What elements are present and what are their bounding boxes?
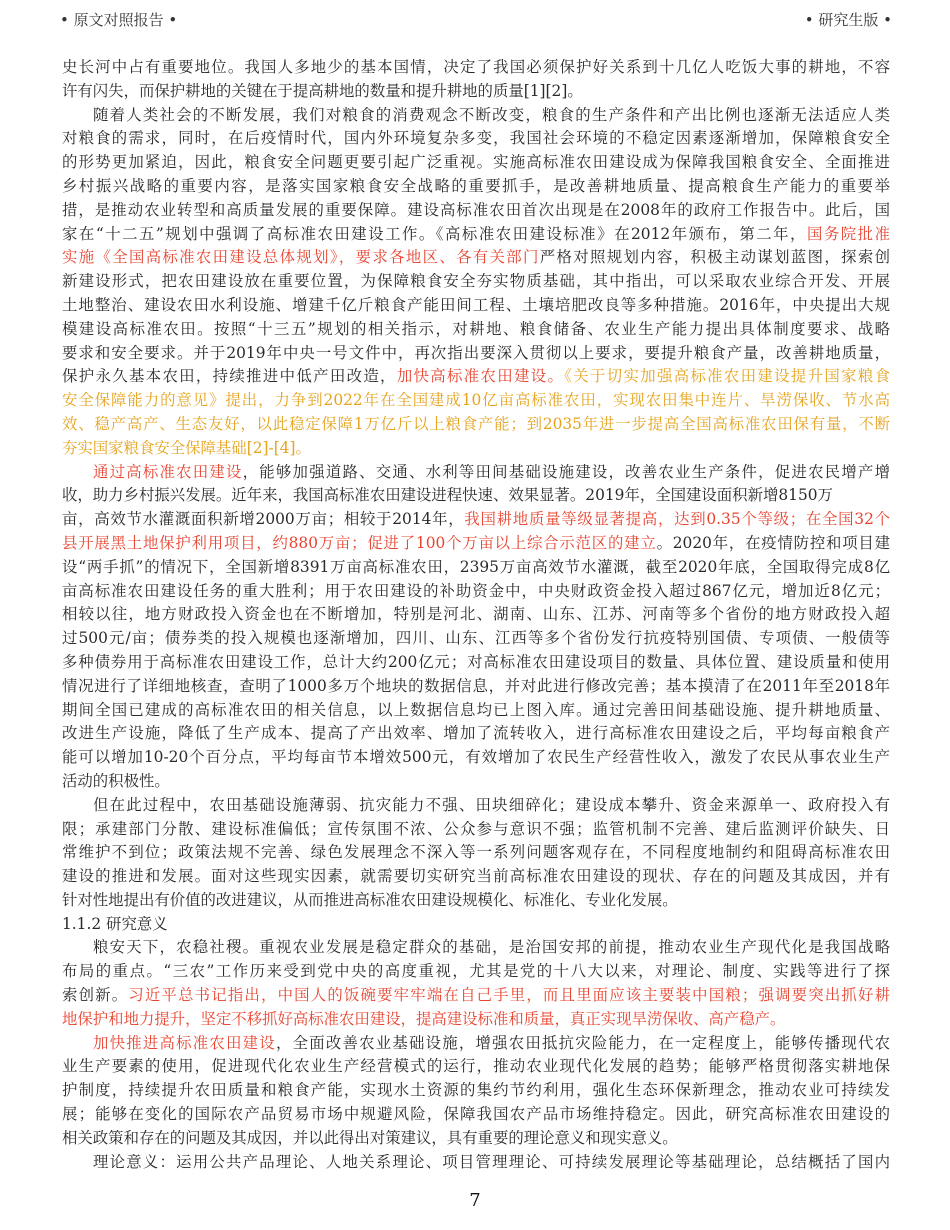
text-segment: 的形势更加紧迫，因此，粮食安全问题更要引起广泛重视。实施高标准农田建设成为保障我国粮食安全、全面推进 xyxy=(62,153,890,172)
highlighted-text: 加快推进高标准农田建设 xyxy=(93,1033,276,1052)
text-line xyxy=(62,223,890,247)
text-line xyxy=(62,818,890,842)
text-segment: 护制度，持续提升农田质量和粮食产能，实现水土资源的集约节约利用，强化生态环保新理念，推动农业可持续发 xyxy=(62,1081,890,1100)
text-line xyxy=(62,651,890,675)
text-line xyxy=(62,794,890,818)
text-line xyxy=(62,127,890,151)
text-line xyxy=(62,984,890,1008)
highlighted-text: 通过高标准农田建设 xyxy=(93,462,243,481)
text-line xyxy=(62,437,890,461)
text-segment: 索创新。 xyxy=(62,986,129,1005)
text-segment: 史长河中占有重要地位。我国人多地少的基本国情，决定了我国必须保护好关系到十几亿人吃饭大事的耕地，不容 xyxy=(62,58,890,76)
header-left-label: • 原文对照报告 • xyxy=(60,11,178,29)
highlighted-text: 夯实国家粮食安全保障基础[2]-[4]。 xyxy=(62,438,311,457)
text-segment: 对粮食的需求，同时，在后疫情时代，国内外环境复杂多变，我国社会环境的不稳定因素逐渐增加，保障粮食安全 xyxy=(62,129,890,148)
text-segment: 收，助力乡村振兴发展。近年来，我国高标准农田建设进程快速、效果显著。2019年，全国建设面积新增8150万 xyxy=(62,486,833,505)
text-line xyxy=(62,580,890,604)
text-line xyxy=(62,1055,890,1079)
page-number: 7 xyxy=(469,1190,481,1211)
text-line xyxy=(62,1032,890,1056)
text-segment: 活动的积极性。 xyxy=(62,771,170,790)
text-segment: 布局的重点。“三农”工作历来受到党中央的高度重视，尤其是党的十八大以来，对理论、制度、实践等进行了探 xyxy=(62,962,890,981)
text-line xyxy=(62,675,890,699)
text-line xyxy=(62,461,890,485)
text-line xyxy=(62,342,890,366)
text-segment: 许有闪失，而保护耕地的关键在于提高耕地的数量和提升耕地的质量[1][2]。 xyxy=(62,81,583,100)
highlighted-text: 我国耕地质量等级显著提高，达到0.35个等级；在全国32个 xyxy=(464,510,890,529)
text-segment: ，能够加强道路、交通、水利等田间基础设施建设，改善农业生产条件，促进农民增产增 xyxy=(242,462,890,481)
text-line xyxy=(62,699,890,723)
text-line xyxy=(62,104,890,128)
text-segment: 限；承建部门分散、建设标准偏低；宣传氛围不浓、公众参与意识不强；监管机制不完善、建后监测评价缺失、日 xyxy=(62,819,890,838)
text-segment: 措，是推动农业转型和高质量发展的重要保障。建设高标准农田首次出现是在2008年的政府工作报告中。此后，国 xyxy=(62,200,890,219)
text-line xyxy=(62,1151,890,1175)
text-segment: 严格对照规划内容，积极主动谋划蓝图，探索创 xyxy=(539,248,890,267)
text-line xyxy=(62,270,890,294)
text-segment: 新建设形式，把农田建设放在重要位置，为保障粮食安全夯实物质基础，其中指出，可以采取农业综合开发、开展 xyxy=(62,272,890,291)
highlighted-text: 《关于切实加强高标准农田建设提升国家粮食 xyxy=(564,367,890,386)
text-segment: 随着人类社会的不断发展，我们对粮食的消费观念不断改变，粮食的生产条件和产出比例也逐渐无法适应人类 xyxy=(93,105,890,124)
text-line xyxy=(62,365,890,389)
text-line xyxy=(62,318,890,342)
highlighted-text: 效、稳产高产、生态友好，以此稳定保障1万亿斤以上粮食产能；到2035年进一步提高全国高标准农田保有量，不断 xyxy=(62,414,890,433)
text-line xyxy=(62,841,890,865)
text-line xyxy=(62,1103,890,1127)
text-line xyxy=(62,865,890,889)
text-line xyxy=(62,627,890,651)
document-body xyxy=(62,56,890,1174)
text-segment: 。2020年，在疫情防控和项目建 xyxy=(656,533,890,552)
section-heading xyxy=(62,913,890,937)
text-segment: 能可以增加10-20个百分点，平均每亩节本增效500元，有效增加了农民生产经营性收入，激发了农民从事农业生产 xyxy=(62,748,890,767)
text-segment: 但在此过程中，农田基础设施薄弱、抗灾能力不强、田块细碎化；建设成本攀升、资金来源单一、政府投入有 xyxy=(93,795,890,814)
text-segment: 改进生产设施，降低了生产成本、提高了产出效率、增加了流转收入，进行高标准农田建设之后，平均每亩粮食产 xyxy=(62,724,890,743)
text-line xyxy=(62,603,890,627)
text-line xyxy=(62,889,890,913)
highlighted-text: 加快高标准农田建设。 xyxy=(396,367,565,386)
text-line xyxy=(62,484,890,508)
text-segment: 家在“十二五”规划中强调了高标准农田建设工作。《高标准农田建设标准》在2012年颁布，第二年， xyxy=(62,224,807,243)
text-line xyxy=(62,1127,890,1151)
text-line xyxy=(62,199,890,223)
text-segment: 模建设高标准农田。按照“十三五”规划的相关指示，对耕地、粮食储备、农业生产能力提出具体制度要求、战略 xyxy=(62,319,890,338)
highlighted-text: 实施《全国高标准农田建设总体规划》，要求各地区、各有关部门 xyxy=(62,248,540,267)
text-segment: 展；能够在变化的国际农产品贸易市场中规避风险，保障我国农产品市场维持稳定。因此，研究高标准农田建设的 xyxy=(62,1105,890,1124)
text-line xyxy=(62,960,890,984)
text-segment: 期间全国已建成的高标准农田的相关信息，以上数据信息均已上图入库。通过完善田间基础设施、提升耕地质量、 xyxy=(62,700,890,719)
text-segment: 常维护不到位；政策法规不完善、绿色发展理念不深入等一系列问题客观存在，不同程度地制约和阻碍高标准农田 xyxy=(62,843,890,862)
text-line xyxy=(62,175,890,199)
text-line xyxy=(62,936,890,960)
text-segment: 针对性地提出有价值的改进建议，从而推进高标准农田建设规模化、标准化、专业化发展。 xyxy=(62,890,678,909)
text-line xyxy=(62,246,890,270)
text-segment: 乡村振兴战略的重要内容，是落实国家粮食安全战略的重要抓手，是改善耕地质量、提高粮食生产能力的重要举 xyxy=(62,176,890,195)
text-line xyxy=(62,151,890,175)
text-line xyxy=(62,746,890,770)
text-line xyxy=(62,389,890,413)
highlighted-text: 安全保障能力的意见》提出，力争到2022年在全国建成10亿亩高标准农田，实现农田集中连片、旱涝保收、节水高 xyxy=(62,391,890,410)
highlighted-text: 习近平总书记指出，中国人的饭碗要牢牢端在自己手里，而且里面应该主要装中国粮；强调要突出抓好耕 xyxy=(128,986,890,1005)
text-segment: 1.1.2 研究意义 xyxy=(62,914,168,933)
text-line xyxy=(62,722,890,746)
highlighted-text: 国务院批准 xyxy=(806,224,890,243)
text-line xyxy=(62,1079,890,1103)
text-segment: 亩高标准农田建设任务的重大胜利；用于农田建设的补助资金中，中央财政资金投入超过867亿元，增加近8亿元； xyxy=(62,581,890,600)
text-line xyxy=(62,413,890,437)
text-segment: 相关政策和存在的问题及其成因，并以此得出对策建议，具有重要的理论意义和现实意义。 xyxy=(62,1128,678,1147)
text-segment: 建设的推进和发展。面对这些现实因素，就需要切实研究当前高标准农田建设的现状、存在的问题及其成因，并有 xyxy=(62,867,890,886)
text-line xyxy=(62,80,890,104)
text-segment: 情况进行了详细地核查，查明了1000多万个地块的数据信息，并对此进行修改完善；基本摸清了在2011年至2018年 xyxy=(62,676,890,695)
text-segment: 过500元/亩；债券类的投入规模也逐渐增加，四川、山东、江西等多个省份发行抗疫特别国债、专项债、一般债等 xyxy=(62,629,890,648)
text-line xyxy=(62,532,890,556)
text-segment: 设“两手抓”的情况下，全国新增8391万亩高标准农田，2395万亩高效节水灌溉，截至2020年底，全国取得完成8亿 xyxy=(62,557,890,576)
text-segment: ，全面改善农业基础设施，增强农田抵抗灾险能力，在一定程度上，能够传播现代农 xyxy=(275,1033,890,1052)
text-line xyxy=(62,294,890,318)
text-line xyxy=(62,508,890,532)
text-segment: 相较以往，地方财政投入资金也在不断增加，特别是河北、湖南、山东、江苏、河南等多个省份的地方财政投入超 xyxy=(62,605,890,624)
text-segment: 要求和安全要求。并于2019年中央一号文件中，再次指出要深入贯彻以上要求，要提升粮食产量，改善耕地质量， xyxy=(62,343,890,362)
text-line xyxy=(62,556,890,580)
text-segment: 亩，高效节水灌溉面积新增2000万亩；相较于2014年， xyxy=(62,510,465,529)
text-line xyxy=(62,56,890,80)
header-right-label: • 研究生版 • xyxy=(804,11,892,29)
highlighted-text: 地保护和地力提升，坚定不移抓好高标准农田建设，提高建设标准和质量，真正实现旱涝保收、高产稳产。 xyxy=(62,1009,786,1028)
text-segment: 土地整治、建设农田水利设施、增建千亿斤粮食产能田间工程、土壤培肥改良等多种措施。2016年，中央提出大规 xyxy=(62,295,890,314)
text-segment: 业生产要素的使用，促进现代化农业生产经营模式的运行，推动农业现代化发展的趋势；能够严格贯彻落实耕地保 xyxy=(62,1057,890,1076)
text-segment: 理论意义：运用公共产品理论、人地关系理论、项目管理理论、可持续发展理论等基础理论，总结概括了国内 xyxy=(93,1152,890,1171)
text-segment: 粮安天下，农稳社稷。重视农业发展是稳定群众的基础，是治国安邦的前提，推动农业生产现代化是我国战略 xyxy=(93,938,890,957)
text-segment: 保护永久基本农田，持续推进中低产田改造， xyxy=(62,367,397,386)
text-line xyxy=(62,1008,890,1032)
text-segment: 多种债券用于高标准农田建设工作，总计大约200亿元；对高标准农田建设项目的数量、具体位置、建设质量和使用 xyxy=(62,652,890,671)
text-line xyxy=(62,770,890,794)
highlighted-text: 县开展黑土地保护利用项目，约880万亩；促进了100个万亩以上综合示范区的建立 xyxy=(62,533,657,552)
